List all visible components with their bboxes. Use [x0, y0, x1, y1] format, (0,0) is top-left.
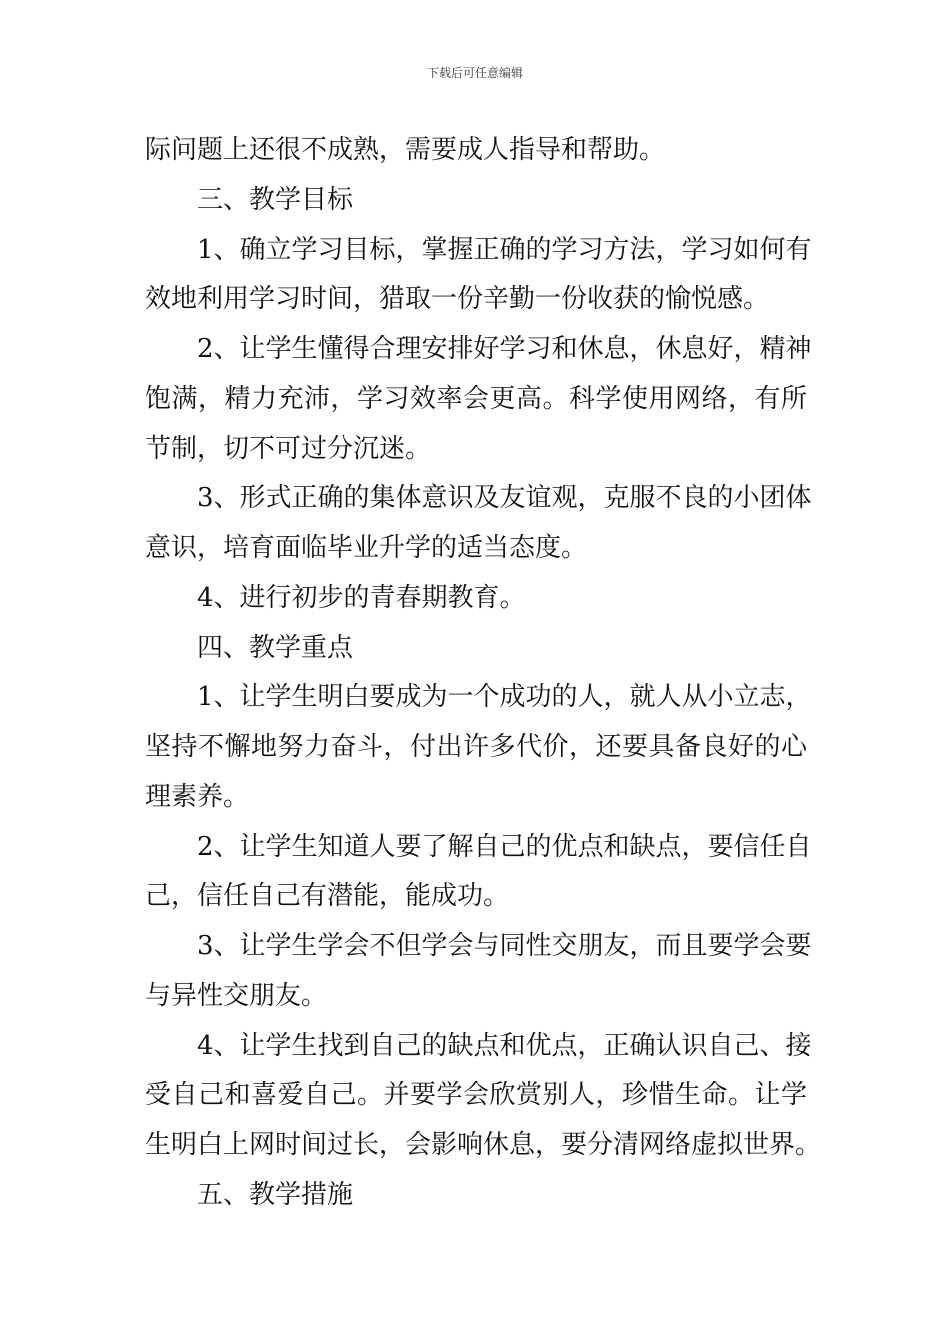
text-line: 生明白上网时间过长，会影响休息，要分清网络虚拟世界。 [145, 1130, 822, 1160]
text-line: 己，信任自己有潜能，能成功。 [145, 881, 510, 912]
paragraph [145, 176, 807, 226]
paragraph [145, 574, 807, 624]
paragraph [145, 474, 812, 574]
document-body [145, 126, 822, 1221]
text-line: 4、让学生找到自己的缺点和优点，正确认识自己、接 [197, 1030, 812, 1061]
paragraph [145, 325, 812, 474]
text-line: 节制，切不可过分沉迷。 [145, 433, 432, 464]
text-line: 五、教学措施 [197, 1179, 354, 1210]
text-line: 3、让学生学会不但学会与同性交朋友，而且要学会要 [197, 931, 812, 961]
paragraph [145, 1171, 807, 1221]
text-line: 坚持不懈地努力奋斗，付出许多代价，还要具备良好的心 [145, 732, 807, 762]
text-line: 意识，培育面临毕业升学的适当态度。 [145, 533, 588, 563]
text-line: 效地利用学习时间，猎取一份辛勤一份收获的愉悦感。 [145, 284, 770, 315]
text-line: 2、让学生知道人要了解自己的优点和缺点，要信任自 [197, 831, 812, 862]
paragraph [145, 624, 807, 674]
page-header: 下载后可任意编辑 [426, 66, 523, 80]
text-line: 2、让学生懂得合理安排好学习和休息，休息好，精神 [197, 334, 812, 364]
text-line: 三、教学目标 [197, 184, 354, 215]
text-line: 受自己和喜爱自己。并要学会欣赏别人，珍惜生命。让学 [145, 1080, 807, 1111]
text-line: 4、进行初步的青春期教育。 [197, 582, 526, 613]
paragraph [145, 1022, 822, 1171]
paragraph [145, 823, 812, 923]
text-line: 理素养。 [145, 781, 250, 812]
text-line: 四、教学重点 [197, 632, 354, 663]
text-line: 饱满，精力充沛，学习效率会更高。科学使用网络，有所 [145, 383, 807, 414]
paragraph [145, 126, 807, 176]
text-line: 际问题上还很不成熟，需要成人指导和帮助。 [145, 135, 666, 165]
text-line: 与异性交朋友。 [145, 980, 328, 1011]
paragraph [145, 922, 812, 1022]
paragraph [145, 673, 812, 822]
paragraph [145, 226, 812, 326]
text-line: 1、确立学习目标，掌握正确的学习方法，学习如何有 [197, 234, 812, 265]
text-line: 1、让学生明白要成为一个成功的人，就人从小立志， [197, 682, 812, 713]
text-line: 3、形式正确的集体意识及友谊观，克服不良的小团体 [197, 483, 812, 514]
